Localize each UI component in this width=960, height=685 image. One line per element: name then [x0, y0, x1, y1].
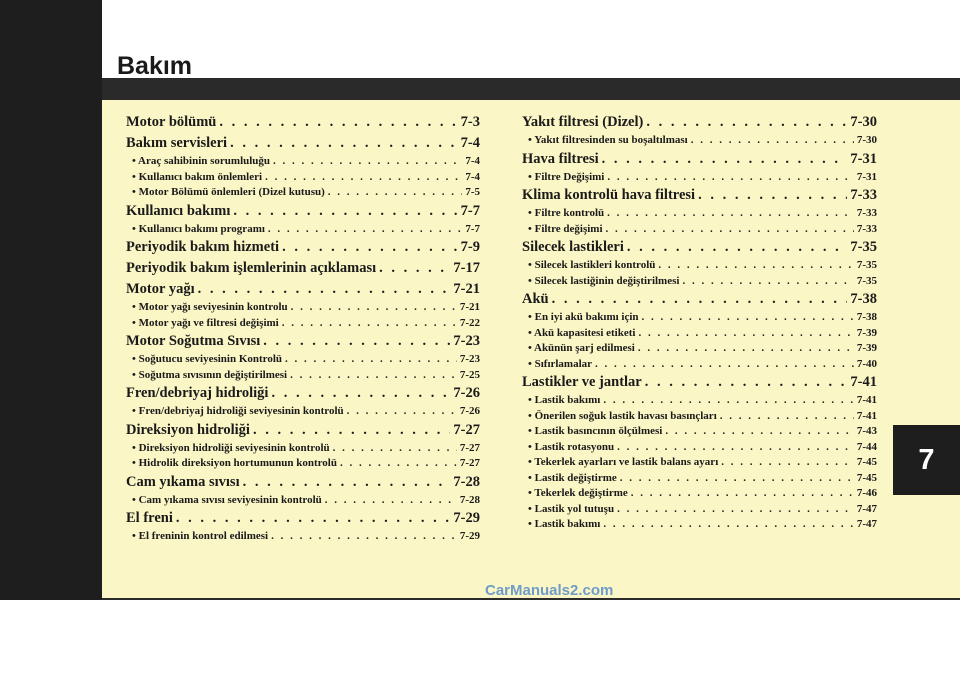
dot-leader	[603, 517, 854, 533]
toc-subentry[interactable]	[126, 300, 480, 316]
dot-leader	[617, 502, 854, 518]
dot-leader	[263, 331, 450, 352]
toc-entry-label: • Lastik rotasyonu	[528, 440, 615, 453]
toc-subentry[interactable]	[522, 222, 877, 238]
toc-entry-label: • El freninin kontrol edilmesi	[132, 530, 269, 542]
dot-leader	[282, 237, 458, 258]
dot-leader	[607, 206, 854, 222]
dot-leader	[333, 441, 457, 457]
toc-page-number: 7-27	[459, 441, 480, 454]
toc-page-number: 7-35	[856, 274, 877, 287]
toc-page-number: 7-45	[856, 471, 877, 484]
dot-leader	[645, 372, 848, 393]
toc-page-number: 7-5	[465, 186, 480, 198]
toc-page-number: 7-33	[856, 207, 877, 219]
toc-page-number: 7-7	[465, 222, 480, 235]
toc-page-number: 7-33	[856, 222, 877, 235]
chapter-tab: 7	[893, 425, 960, 495]
watermark-logo: CarManuals2.com	[485, 582, 614, 599]
toc-page-number: 7-40	[856, 357, 877, 370]
toc-subentry[interactable]	[126, 441, 480, 457]
dot-leader	[606, 222, 854, 238]
toc-page-number: 7-46	[856, 487, 877, 499]
dot-leader	[720, 409, 854, 425]
toc-subentry[interactable]	[522, 393, 877, 409]
toc-page-number: 7-39	[856, 342, 877, 354]
toc-entry-label: • Lastik değiştirme	[528, 471, 617, 484]
dot-leader	[328, 185, 463, 201]
dot-leader	[176, 508, 451, 529]
toc-page-number: 7-26	[459, 405, 480, 417]
toc-subentry[interactable]	[126, 185, 480, 201]
dot-leader	[219, 112, 457, 133]
toc-page-number: 7-25	[459, 368, 480, 381]
toc-page-number: 7-39	[856, 326, 877, 339]
toc-page-number: 7-26	[453, 385, 480, 401]
toc-subentry[interactable]	[522, 517, 877, 533]
toc-column-left	[126, 112, 480, 545]
dot-leader	[627, 237, 848, 258]
toc-page-number: 7-28	[459, 493, 480, 506]
dot-leader	[620, 471, 854, 487]
dot-leader	[282, 316, 457, 332]
dot-leader	[379, 258, 450, 279]
toc-entry-label: Klima kontrolü hava filtresi	[522, 187, 696, 203]
toc-entry[interactable]	[126, 420, 480, 441]
toc-page-number: 7-45	[856, 456, 877, 468]
toc-page-number: 7-38	[856, 311, 877, 323]
toc-page-number: 7-9	[460, 239, 480, 255]
toc-entry-label: • Fren/debriyaj hidroliği seviyesinin kontrolü	[132, 405, 344, 417]
toc-entry-label: • Soğutma sıvısının değiştirilmesi	[132, 368, 288, 381]
toc-entry-label: • Lastik yol tutuşu	[528, 502, 615, 515]
toc-entry-label: Hava filtresi	[522, 150, 599, 167]
toc-entry-label: Motor Soğutma Sıvısı	[126, 333, 261, 349]
toc-entry-label: El freni	[126, 510, 173, 526]
toc-entry[interactable]	[126, 201, 480, 222]
toc-page-number: 7-3	[460, 114, 480, 130]
toc-entry-label: Direksiyon hidroliği	[126, 421, 250, 438]
dot-leader	[285, 352, 457, 368]
header-rule	[102, 78, 960, 100]
toc-entry-label: • Silecek lastiğinin değiştirilmesi	[528, 274, 680, 287]
toc-entry-label: • Silecek lastikleri kontrolü	[528, 259, 656, 271]
dot-leader	[230, 133, 458, 154]
toc-entry[interactable]	[522, 289, 877, 310]
dot-leader	[552, 289, 848, 310]
toc-entry-label: • Soğutucu seviyesinin Kontrolü	[132, 353, 283, 365]
toc-subentry[interactable]	[522, 409, 877, 425]
toc-entry-label: • Motor yağı ve filtresi değişimi	[132, 316, 279, 329]
toc-page-number: 7-21	[459, 301, 480, 313]
dot-leader	[268, 222, 462, 238]
dot-leader	[271, 529, 457, 545]
toc-entry-label: Akü	[522, 291, 549, 307]
toc-entry-label: Fren/debriyaj hidroliği	[126, 385, 269, 401]
toc-page-number: 7-22	[459, 316, 480, 329]
toc-page-number: 7-38	[850, 291, 877, 307]
toc-subentry[interactable]	[522, 357, 877, 373]
toc-subentry[interactable]	[126, 456, 480, 472]
dot-leader	[243, 472, 451, 493]
toc-entry-label: • Direksiyon hidroliği seviyesinin kontrolü	[132, 441, 330, 454]
dot-leader	[638, 326, 853, 342]
toc-page-number: 7-35	[850, 239, 877, 255]
toc-subentry[interactable]	[126, 493, 480, 509]
toc-entry-label: • Yakıt filtresinden su boşaltılması	[528, 134, 688, 146]
toc-page-number: 7-41	[856, 409, 877, 422]
dot-leader	[603, 393, 854, 409]
toc-subentry[interactable]	[522, 440, 877, 456]
toc-subentry[interactable]	[126, 404, 480, 420]
toc-page-number: 7-31	[856, 170, 877, 183]
dot-leader	[271, 383, 450, 404]
toc-page-number: 7-23	[459, 353, 480, 365]
toc-page-number: 7-23	[453, 333, 480, 349]
toc-page-number: 7-31	[850, 150, 877, 167]
dot-leader	[595, 357, 854, 373]
dot-leader	[638, 341, 854, 357]
toc-subentry[interactable]	[522, 326, 877, 342]
toc-subentry[interactable]	[522, 310, 877, 326]
toc-page-number: 7-44	[856, 440, 877, 453]
toc-entry[interactable]	[522, 372, 877, 393]
toc-subentry[interactable]	[522, 486, 877, 502]
toc-subentry[interactable]	[126, 352, 480, 368]
toc-page-number: 7-27	[453, 421, 480, 438]
dot-leader	[340, 456, 457, 472]
dot-leader	[665, 424, 853, 440]
dot-leader	[607, 170, 853, 186]
toc-entry[interactable]	[126, 331, 480, 352]
toc-page-number: 7-33	[850, 187, 877, 203]
toc-page-number: 7-47	[856, 502, 877, 515]
dot-leader	[631, 486, 854, 502]
dot-leader	[698, 185, 847, 206]
toc-entry-label: • Cam yıkama sıvısı seviyesinin kontrolü	[132, 493, 322, 506]
toc-subentry[interactable]	[522, 455, 877, 471]
toc-subentry[interactable]	[522, 274, 877, 290]
toc-page-number: 7-4	[460, 135, 480, 151]
toc-entry-label: • Tekerlek ayarları ve lastik balans ayarı	[528, 456, 719, 468]
dot-leader	[682, 274, 853, 290]
toc-entry-label: • En iyi akü bakımı için	[528, 311, 639, 323]
toc-entry-label: Kullanıcı bakımı	[126, 202, 231, 219]
toc-entry-label: • Filtre değişimi	[528, 222, 603, 235]
toc-entry[interactable]	[126, 112, 480, 133]
toc-subentry[interactable]	[522, 471, 877, 487]
toc-entry[interactable]	[126, 258, 480, 279]
toc-entry-label: Bakım servisleri	[126, 135, 228, 151]
dot-leader	[291, 300, 457, 316]
dot-leader	[617, 440, 854, 456]
toc-page-number: 7-30	[856, 134, 877, 146]
dot-leader	[325, 493, 457, 509]
toc-subentry[interactable]	[522, 258, 877, 274]
toc-page-number: 7-43	[856, 425, 877, 437]
toc-entry-label: • Kullanıcı bakımı programı	[132, 222, 265, 235]
dot-leader	[658, 258, 853, 274]
dot-leader	[721, 455, 854, 471]
toc-subentry[interactable]	[522, 206, 877, 222]
toc-entry-label: • Motor Bölümü önlemleri (Dizel kutusu)	[132, 186, 325, 198]
toc-entry[interactable]	[522, 237, 877, 258]
toc-entry-label: Motor yağı	[126, 281, 195, 297]
dot-leader	[253, 420, 450, 441]
toc-entry-label: Periyodik bakım işlemlerinin açıklaması	[126, 260, 377, 276]
toc-entry-label: • Lastik bakımı	[528, 518, 601, 530]
toc-entry[interactable]	[522, 112, 877, 133]
dot-leader	[347, 404, 457, 420]
page-title: Bakım	[117, 52, 193, 80]
dot-leader	[642, 310, 854, 326]
toc-subentry[interactable]	[126, 368, 480, 384]
toc-entry[interactable]	[126, 279, 480, 300]
toc-entry-label: • Filtre Değişimi	[528, 170, 605, 183]
dot-leader	[646, 112, 847, 133]
toc-page-number: 7-28	[453, 473, 480, 490]
toc-subentry[interactable]	[522, 133, 877, 149]
toc-entry-label: Cam yıkama sıvısı	[126, 473, 240, 490]
dot-leader	[265, 170, 462, 186]
toc-subentry[interactable]	[522, 341, 877, 357]
toc-subentry[interactable]	[522, 170, 877, 186]
toc-subentry[interactable]	[126, 529, 480, 545]
toc-entry[interactable]	[126, 383, 480, 404]
dot-leader	[691, 133, 854, 149]
toc-entry-label: • Kullanıcı bakım önlemleri	[132, 170, 263, 183]
toc-entry-label: Periyodik bakım hizmeti	[126, 239, 280, 255]
dot-leader	[233, 201, 457, 222]
toc-entry-label: • Hidrolik direksiyon hortumunun kontrolü	[132, 457, 337, 469]
toc-subentry[interactable]	[522, 502, 877, 518]
toc-entry[interactable]	[522, 185, 877, 206]
toc-page-number: 7-27	[459, 457, 480, 469]
toc-page-number: 7-4	[465, 170, 480, 183]
dot-leader	[290, 368, 457, 384]
toc-page-number: 7-29	[453, 510, 480, 526]
toc-entry[interactable]	[522, 149, 877, 170]
toc-entry-label: • Akünün şarj edilmesi	[528, 342, 635, 354]
toc-entry-label: • Araç sahibinin sorumluluğu	[132, 155, 271, 167]
toc-entry-label: • Filtre kontrolü	[528, 207, 605, 219]
toc-entry[interactable]	[126, 237, 480, 258]
toc-entry-label: Silecek lastikleri	[522, 239, 624, 255]
toc-entry-label: • Motor yağı seviyesinin kontrolu	[132, 301, 288, 313]
toc-entry-label: • Lastik bakımı	[528, 394, 601, 406]
toc-page-number: 7-47	[856, 518, 877, 530]
toc-entry-label: • Lastik basıncının ölçülmesi	[528, 425, 663, 437]
toc-page-number: 7-21	[453, 281, 480, 297]
toc-page-number: 7-4	[465, 155, 480, 167]
toc-subentry[interactable]	[126, 222, 480, 238]
toc-subentry[interactable]	[126, 170, 480, 186]
dot-leader	[273, 154, 462, 170]
toc-entry-label: Yakıt filtresi (Dizel)	[522, 114, 644, 130]
toc-entry-label: • Akü kapasitesi etiketi	[528, 326, 636, 339]
toc-entry[interactable]	[126, 133, 480, 154]
toc-column-right	[522, 112, 877, 533]
toc-entry-label: Motor bölümü	[126, 114, 217, 130]
toc-page-number: 7-41	[856, 394, 877, 406]
toc-subentry[interactable]	[126, 154, 480, 170]
toc-entry-label: • Tekerlek değiştirme	[528, 487, 628, 499]
toc-entry-label: Lastikler ve jantlar	[522, 374, 642, 390]
dot-leader	[602, 149, 848, 170]
toc-page-number: 7-17	[453, 260, 480, 276]
toc-entry[interactable]	[126, 508, 480, 529]
toc-page-number: 7-41	[850, 374, 877, 390]
toc-entry-label: • Önerilen soğuk lastik havası basınçları	[528, 409, 717, 422]
left-margin-bar	[0, 0, 102, 600]
toc-page-number: 7-35	[856, 259, 877, 271]
toc-entry-label: • Sıfırlamalar	[528, 357, 593, 370]
toc-page-number: 7-7	[460, 202, 480, 219]
toc-page-number: 7-29	[459, 530, 480, 542]
toc-subentry[interactable]	[126, 316, 480, 332]
toc-entry[interactable]	[126, 472, 480, 493]
toc-page-number: 7-30	[850, 114, 877, 130]
dot-leader	[198, 279, 451, 300]
toc-subentry[interactable]	[522, 424, 877, 440]
